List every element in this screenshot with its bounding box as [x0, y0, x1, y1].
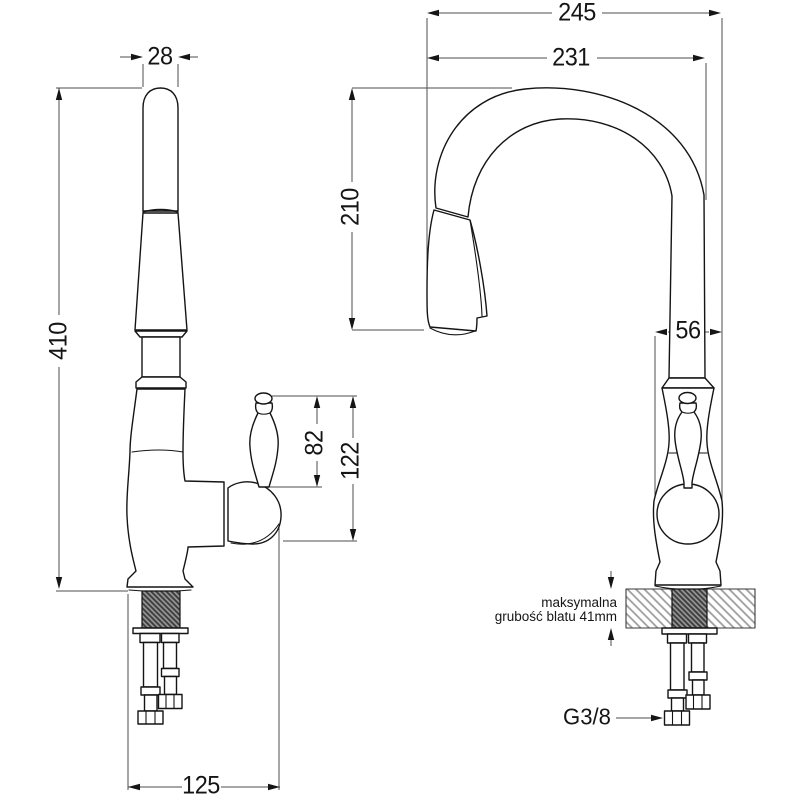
dim-spout-width-label: 28	[147, 42, 173, 71]
thread-size-label: G3/8	[563, 703, 611, 730]
dim-total-height-label: 410	[44, 322, 73, 360]
dim-outlet-height-label: 122	[336, 442, 365, 480]
max-counter-thickness-note-line1: maksymalna	[541, 595, 617, 610]
dim-base-depth-label: 125	[182, 771, 220, 800]
dim-total-reach-label: 245	[558, 0, 596, 27]
max-counter-thickness-note-line2: grubość blatu 41mm	[494, 609, 617, 624]
dim-spout-clearance-label: 210	[336, 188, 365, 226]
dim-body-width-label: 56	[675, 316, 701, 345]
left-view-faucet	[127, 88, 281, 724]
dim-handle-height-label: 82	[300, 430, 329, 456]
dim-spout-reach-label: 231	[552, 43, 590, 72]
